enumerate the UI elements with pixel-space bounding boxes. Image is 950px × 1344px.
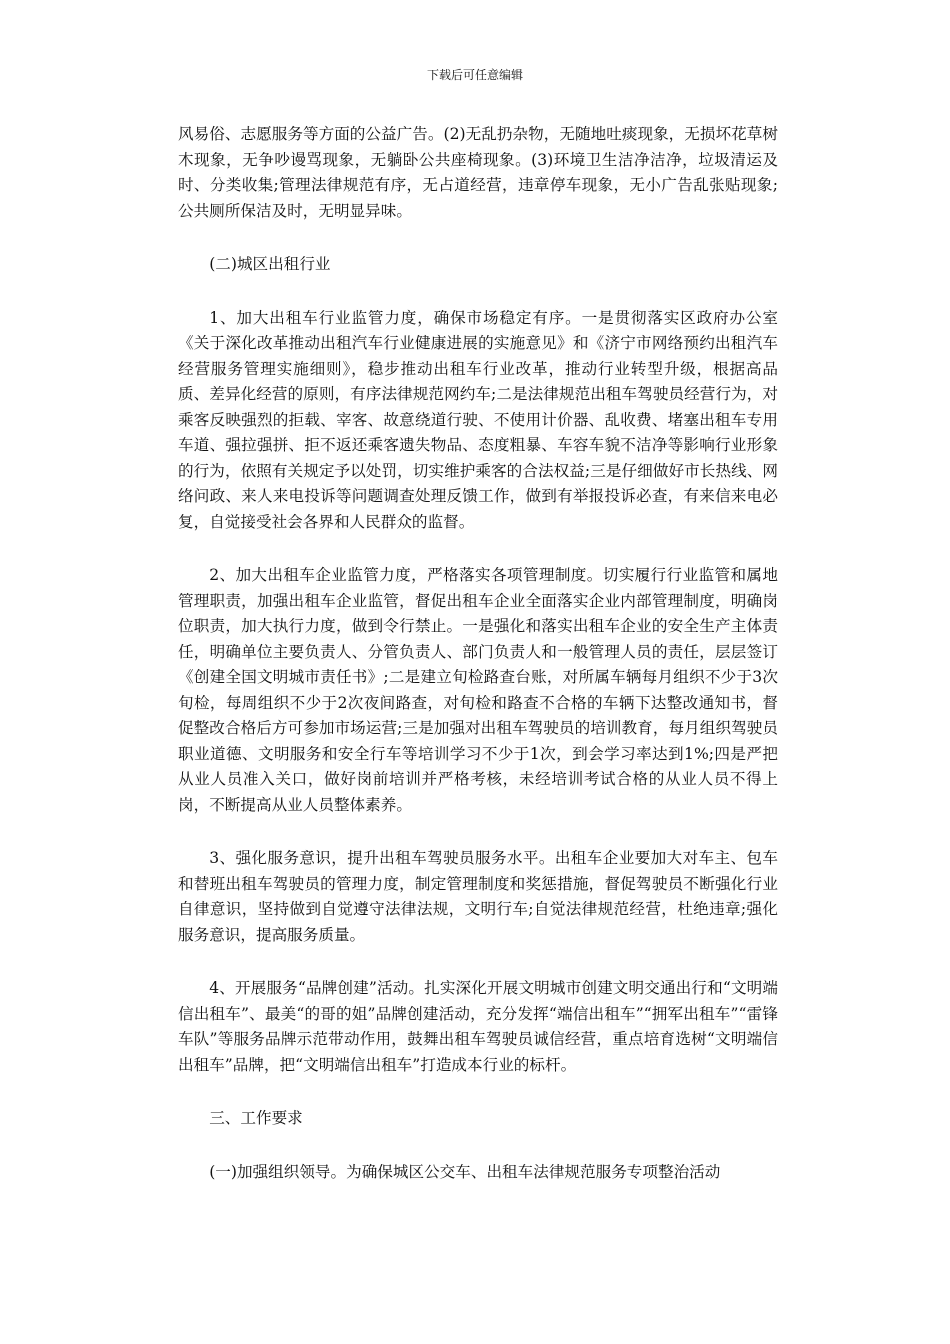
paragraph-item-3-service: 3、强化服务意识，提升出租车驾驶员服务水平。出租车企业要加大对车主、包车和替班出租车驾驶员的管理力度，制定管理制度和奖惩措施，督促驾驶员不断强化行业自律意识，坚持做到自觉遵守法律法规，文明行车;自觉法律规范经营，杜绝违章;强化服务意识，提高服务质量。 (178, 849, 778, 944)
paragraph-organization-leadership: (一)加强组织领导。为确保城区公交车、出租车法律规范服务专项整治活动 (209, 1162, 721, 1181)
page-header-note: 下载后可任意编辑 (426, 68, 523, 82)
paragraph-public-order: 风易俗、志愿服务等方面的公益广告。(2)无乱扔杂物，无随地吐痰现象，无损坏花草树木现象，无争吵谩骂现象，无躺卧公共座椅现象。(3)环境卫生洁净洁净，垃圾清运及时、分类收集;管理法律规范有序，无占道经营，违章停车现象，无小广告乱张贴现象;公共厕所保洁及时，无明显异味。 (178, 125, 778, 220)
paragraph-item-1-supervision: 1、加大出租车行业监管力度，确保市场稳定有序。一是贯彻落实区政府办公室《关于深化改革推动出租汽车行业健康进展的实施意见》和《济宁市网络预约出租汽车经营服务管理实施细则》，稳步推动出租车行业改革，推动行业转型升级，根据高品质、差异化经营的原则，有序法律规范网约车;二是法律规范出租车驾驶员经营行为，对乘客反映强烈的拒载、宰客、故意绕道行驶、不使用计价器、乱收费、堵塞出租车专用车道、强拉强拼、拒不返还乘客遗失物品、态度粗暴、车容车貌不洁净等影响行业形象的行为，依照有关规定予以处罚，切实维护乘客的合法权益;三是仔细做好市长热线、网络问政、来人来电投诉等问题调查处理反馈工作，做到有举报投诉必查，有来信来电必复，自觉接受社会各界和人民群众的监督。 (178, 308, 778, 531)
document-body (178, 122, 778, 1213)
paragraph-item-4-brand: 4、开展服务“品牌创建”活动。扎实深化开展文明城市创建文明交通出行和“文明端信出租车”、最美“的哥的姐”品牌创建活动，充分发挥“端信出租车”“拥军出租车”“雷锋车队”等服务品牌示范带动作用，鼓舞出租车驾驶员诚信经营，重点培育选树“文明端信出租车”品牌，把“文明端信出租车”打造成本行业的标杆。 (178, 979, 778, 1074)
section-heading-work-requirements: 三、工作要求 (209, 1109, 303, 1127)
section-heading-taxi-industry: (二)城区出租行业 (209, 255, 331, 273)
paragraph-item-2-enterprise: 2、加大出租车企业监管力度，严格落实各项管理制度。切实履行行业监管和属地管理职责，加强出租车企业监管，督促出租车企业全面落实企业内部管理制度，明确岗位职责，加大执行力度，做到令行禁止。一是强化和落实出租车企业的安全生产主体责任，明确单位主要负责人、分管负责人、部门负责人和一般管理人员的责任，层层签订《创建全国文明城市责任书》;二是建立旬检路查台账，对所属车辆每月组织不少于3次旬检，每周组织不少于2次夜间路查，对旬检和路查不合格的车辆下达整改通知书，督促整改合格后方可参加市场运营;三是加强对出租车驾驶员的培训教育，每月组织驾驶员职业道德、文明服务和安全行车等培训学习不少于1次，到会学习率达到1%;四是严把从业人员准入关口，做好岗前培训并严格考核，未经培训考试合格的从业人员不得上岗，不断提高从业人员整体素养。 (178, 566, 778, 814)
